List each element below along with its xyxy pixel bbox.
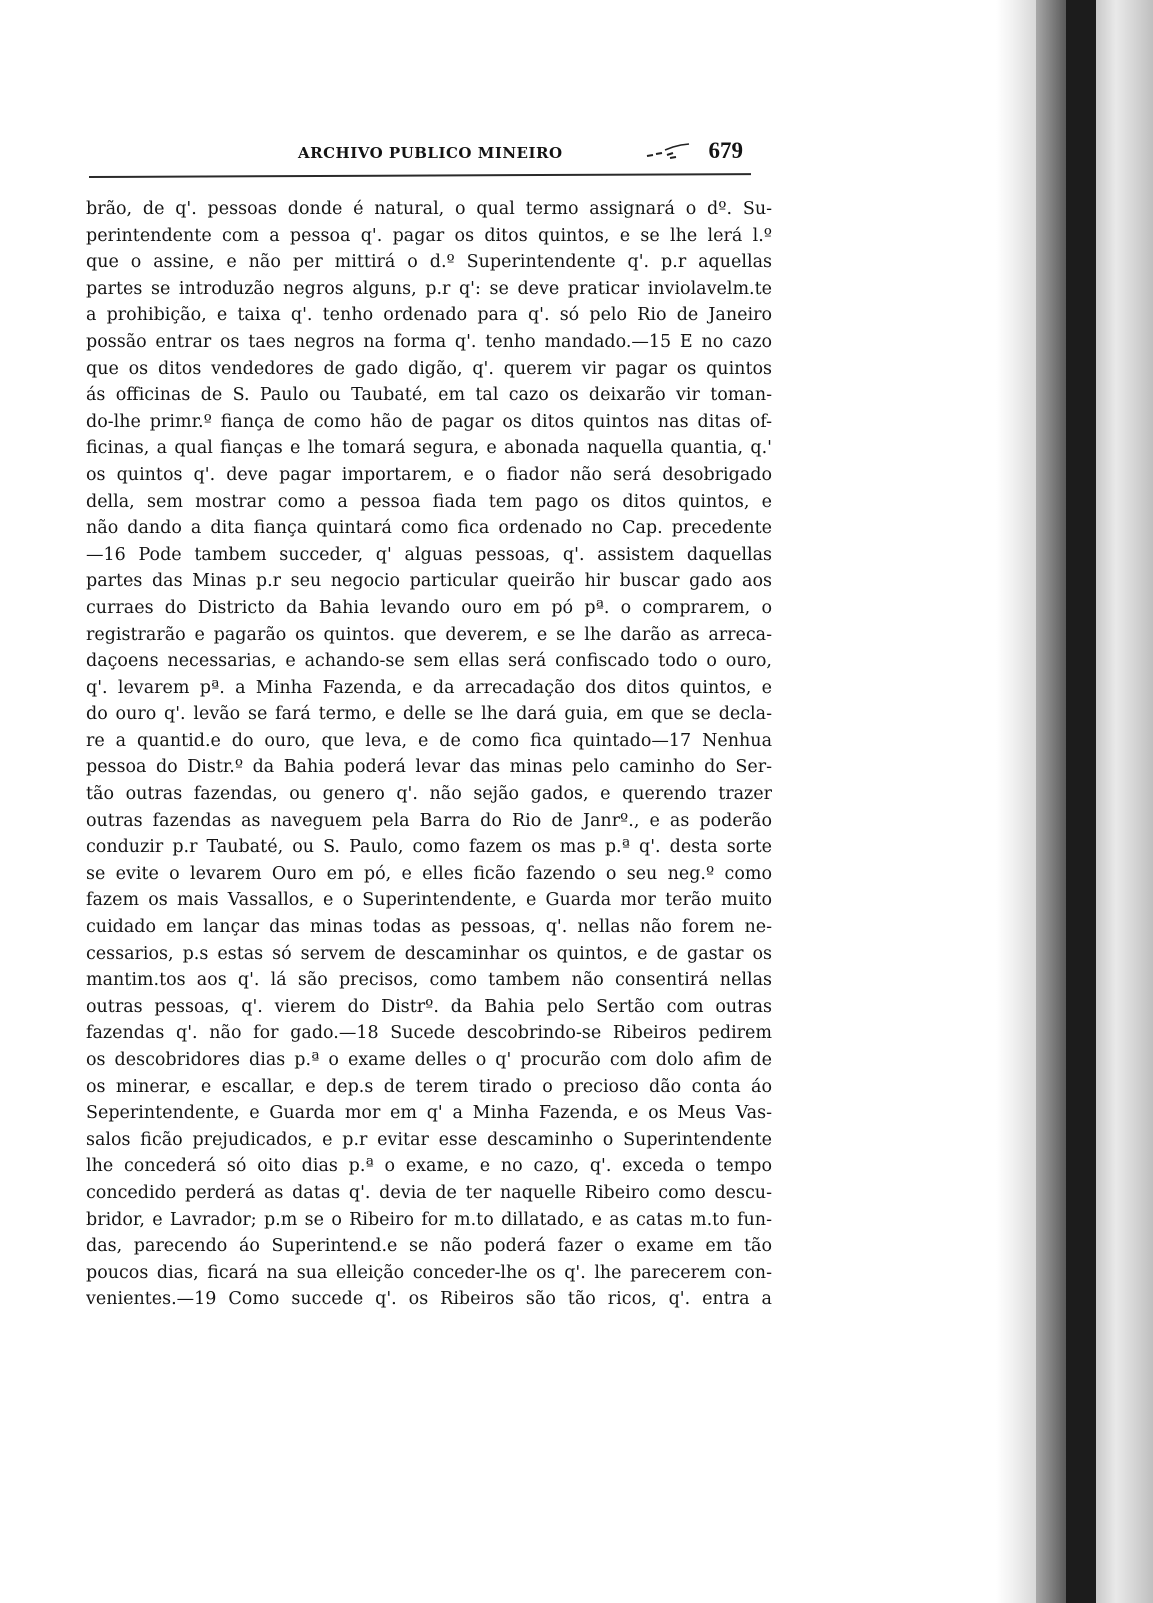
text-line: fazendas q'. não for gado.—18 Sucede descobrindo-se Ribeiros pedirem bbox=[86, 1023, 772, 1044]
text-line: concedido perderá as datas q'. devia de ter naquelle Ribeiro como descu- bbox=[86, 1182, 772, 1203]
text-line: poucos dias, ficará na sua elleição conceder-lhe os q'. lhe parecerem con- bbox=[86, 1262, 772, 1283]
text-line: cuidado em lançar das minas todas as pessoas, q'. nellas não forem ne- bbox=[86, 917, 772, 938]
text-line: ás officinas de S. Paulo ou Taubaté, em tal cazo os deixarão vir toman- bbox=[86, 385, 772, 406]
text-line: brão, de q'. pessoas donde é natural, o qual termo assignará o dº. Su- bbox=[86, 199, 772, 219]
text-line: partes das Minas p.r seu negocio particular queirão hir buscar gado aos bbox=[86, 571, 772, 592]
binding-spine bbox=[1066, 0, 1096, 1603]
body-text bbox=[86, 196, 772, 1313]
running-header bbox=[298, 138, 743, 168]
printer-ornament-icon bbox=[643, 138, 693, 162]
text-line: pessoa do Distr.º da Bahia poderá levar das minas pelo caminho do Ser- bbox=[86, 757, 772, 778]
text-line: Seperintendente, e Guarda mor em q' a Minha Fazenda, e os Meus Vas- bbox=[86, 1103, 772, 1124]
text-line: possão entrar os taes negros na forma q'. tenho mandado.—15 E no cazo bbox=[86, 331, 772, 352]
text-line: do-lhe primr.º fiança de como hão de pagar os ditos quintos nas ditas of- bbox=[86, 411, 772, 432]
text-line: fazem os mais Vassallos, e o Superintendente, e Guarda mor terão muito bbox=[86, 890, 772, 911]
text-line: salos ficão prejudicados, e p.r evitar esse descaminho o Superintendente bbox=[86, 1129, 772, 1150]
text-line: della, sem mostrar como a pessoa fiada tem pago os ditos quintos, e bbox=[86, 491, 772, 512]
text-line: venientes.—19 Como succede q'. os Ribeiros são tão ricos, q'. entra a bbox=[86, 1289, 772, 1310]
text-line: —16 Pode tambem succeder, q' alguas pessoas, q'. assistem daquellas bbox=[86, 544, 772, 565]
page-edge bbox=[1096, 0, 1153, 1603]
text-line: das, parecendo áo Superintend.e se não poderá fazer o exame em tão bbox=[86, 1236, 772, 1257]
text-line: lhe concederá só oito dias p.ª o exame, e no cazo, q'. exceda o tempo bbox=[86, 1156, 772, 1177]
text-line: daçoens necessarias, e achando-se sem ellas será confiscado todo o ouro, bbox=[86, 651, 772, 672]
text-line: a prohibição, e taixa q'. tenho ordenado para q'. só pelo Rio de Janeiro bbox=[86, 305, 772, 326]
text-line: os quintos q'. deve pagar importarem, e o fiador não será desobrigado bbox=[86, 464, 772, 485]
text-line: outras fazendas as naveguem pela Barra do Rio de Janrº., e as poderão bbox=[86, 810, 772, 831]
text-line: registrarão e pagarão os quintos. que deverem, e se lhe darão as arreca- bbox=[86, 624, 772, 645]
text-line: ficinas, a qual fianças e lhe tomará segura, e abonada naquella quantia, q.' bbox=[86, 438, 772, 459]
text-line: não dando a dita fiança quintará como fica ordenado no Cap. precedente bbox=[86, 518, 772, 539]
text-line: do ouro q'. levão se fará termo, e delle se lhe dará guia, em que se decla- bbox=[86, 704, 772, 725]
text-line: curraes do Districto da Bahia levando ouro em pó pª. o comprarem, o bbox=[86, 597, 772, 618]
text-line: cessarios, p.s estas só servem de descaminhar os quintos, e de gastar os bbox=[86, 943, 772, 964]
text-line: conduzir p.r Taubaté, ou S. Paulo, como fazem os mas p.ª q'. desta sorte bbox=[86, 837, 772, 858]
text-line: perintendente com a pessoa q'. pagar os ditos quintos, e se lhe lerá l.º bbox=[86, 225, 772, 246]
text-line: os minerar, e escallar, e dep.s de terem tirado o precioso dão conta áo bbox=[86, 1076, 772, 1097]
binding-gutter bbox=[1036, 0, 1066, 1603]
text-line: que os ditos vendedores de gado digão, q'. querem vir pagar os quintos bbox=[86, 358, 772, 379]
text-line: tão outras fazendas, ou genero q'. não sejão gados, e querendo trazer bbox=[86, 784, 772, 805]
text-line: partes se introduzão negros alguns, p.r q': se deve praticar inviolavelm.te bbox=[86, 278, 772, 299]
header-rule bbox=[89, 173, 751, 178]
text-line: os descobridores dias p.ª o exame delles o q' procurão com dolo afim de bbox=[86, 1050, 772, 1070]
text-line: bridor, e Lavrador; p.m se o Ribeiro for m.to dillatado, e as catas m.to fun- bbox=[86, 1209, 772, 1230]
text-line: outras pessoas, q'. vierem do Distrº. da Bahia pelo Sertão com outras bbox=[86, 996, 772, 1017]
text-line: mantim.tos aos q'. lá são precisos, como tambem não consentirá nellas bbox=[86, 970, 772, 991]
book-binding-edge bbox=[996, 0, 1153, 1603]
text-line: se evite o levarem Ouro em pó, e elles ficão fazendo o seu neg.º como bbox=[86, 863, 772, 884]
text-line: que o assine, e não per mittirá o d.º Superintendente q'. p.r aquellas bbox=[86, 252, 772, 273]
page-number: 679 bbox=[708, 138, 743, 163]
journal-title: ARCHIVO PUBLICO MINEIRO bbox=[298, 144, 563, 162]
binding-shadow bbox=[996, 0, 1036, 1603]
text-line: re a quantid.e do ouro, que leva, e de como fica quintado—17 Nenhua bbox=[86, 730, 772, 751]
text-line: q'. levarem pª. a Minha Fazenda, e da arrecadação dos ditos quintos, e bbox=[86, 677, 772, 698]
